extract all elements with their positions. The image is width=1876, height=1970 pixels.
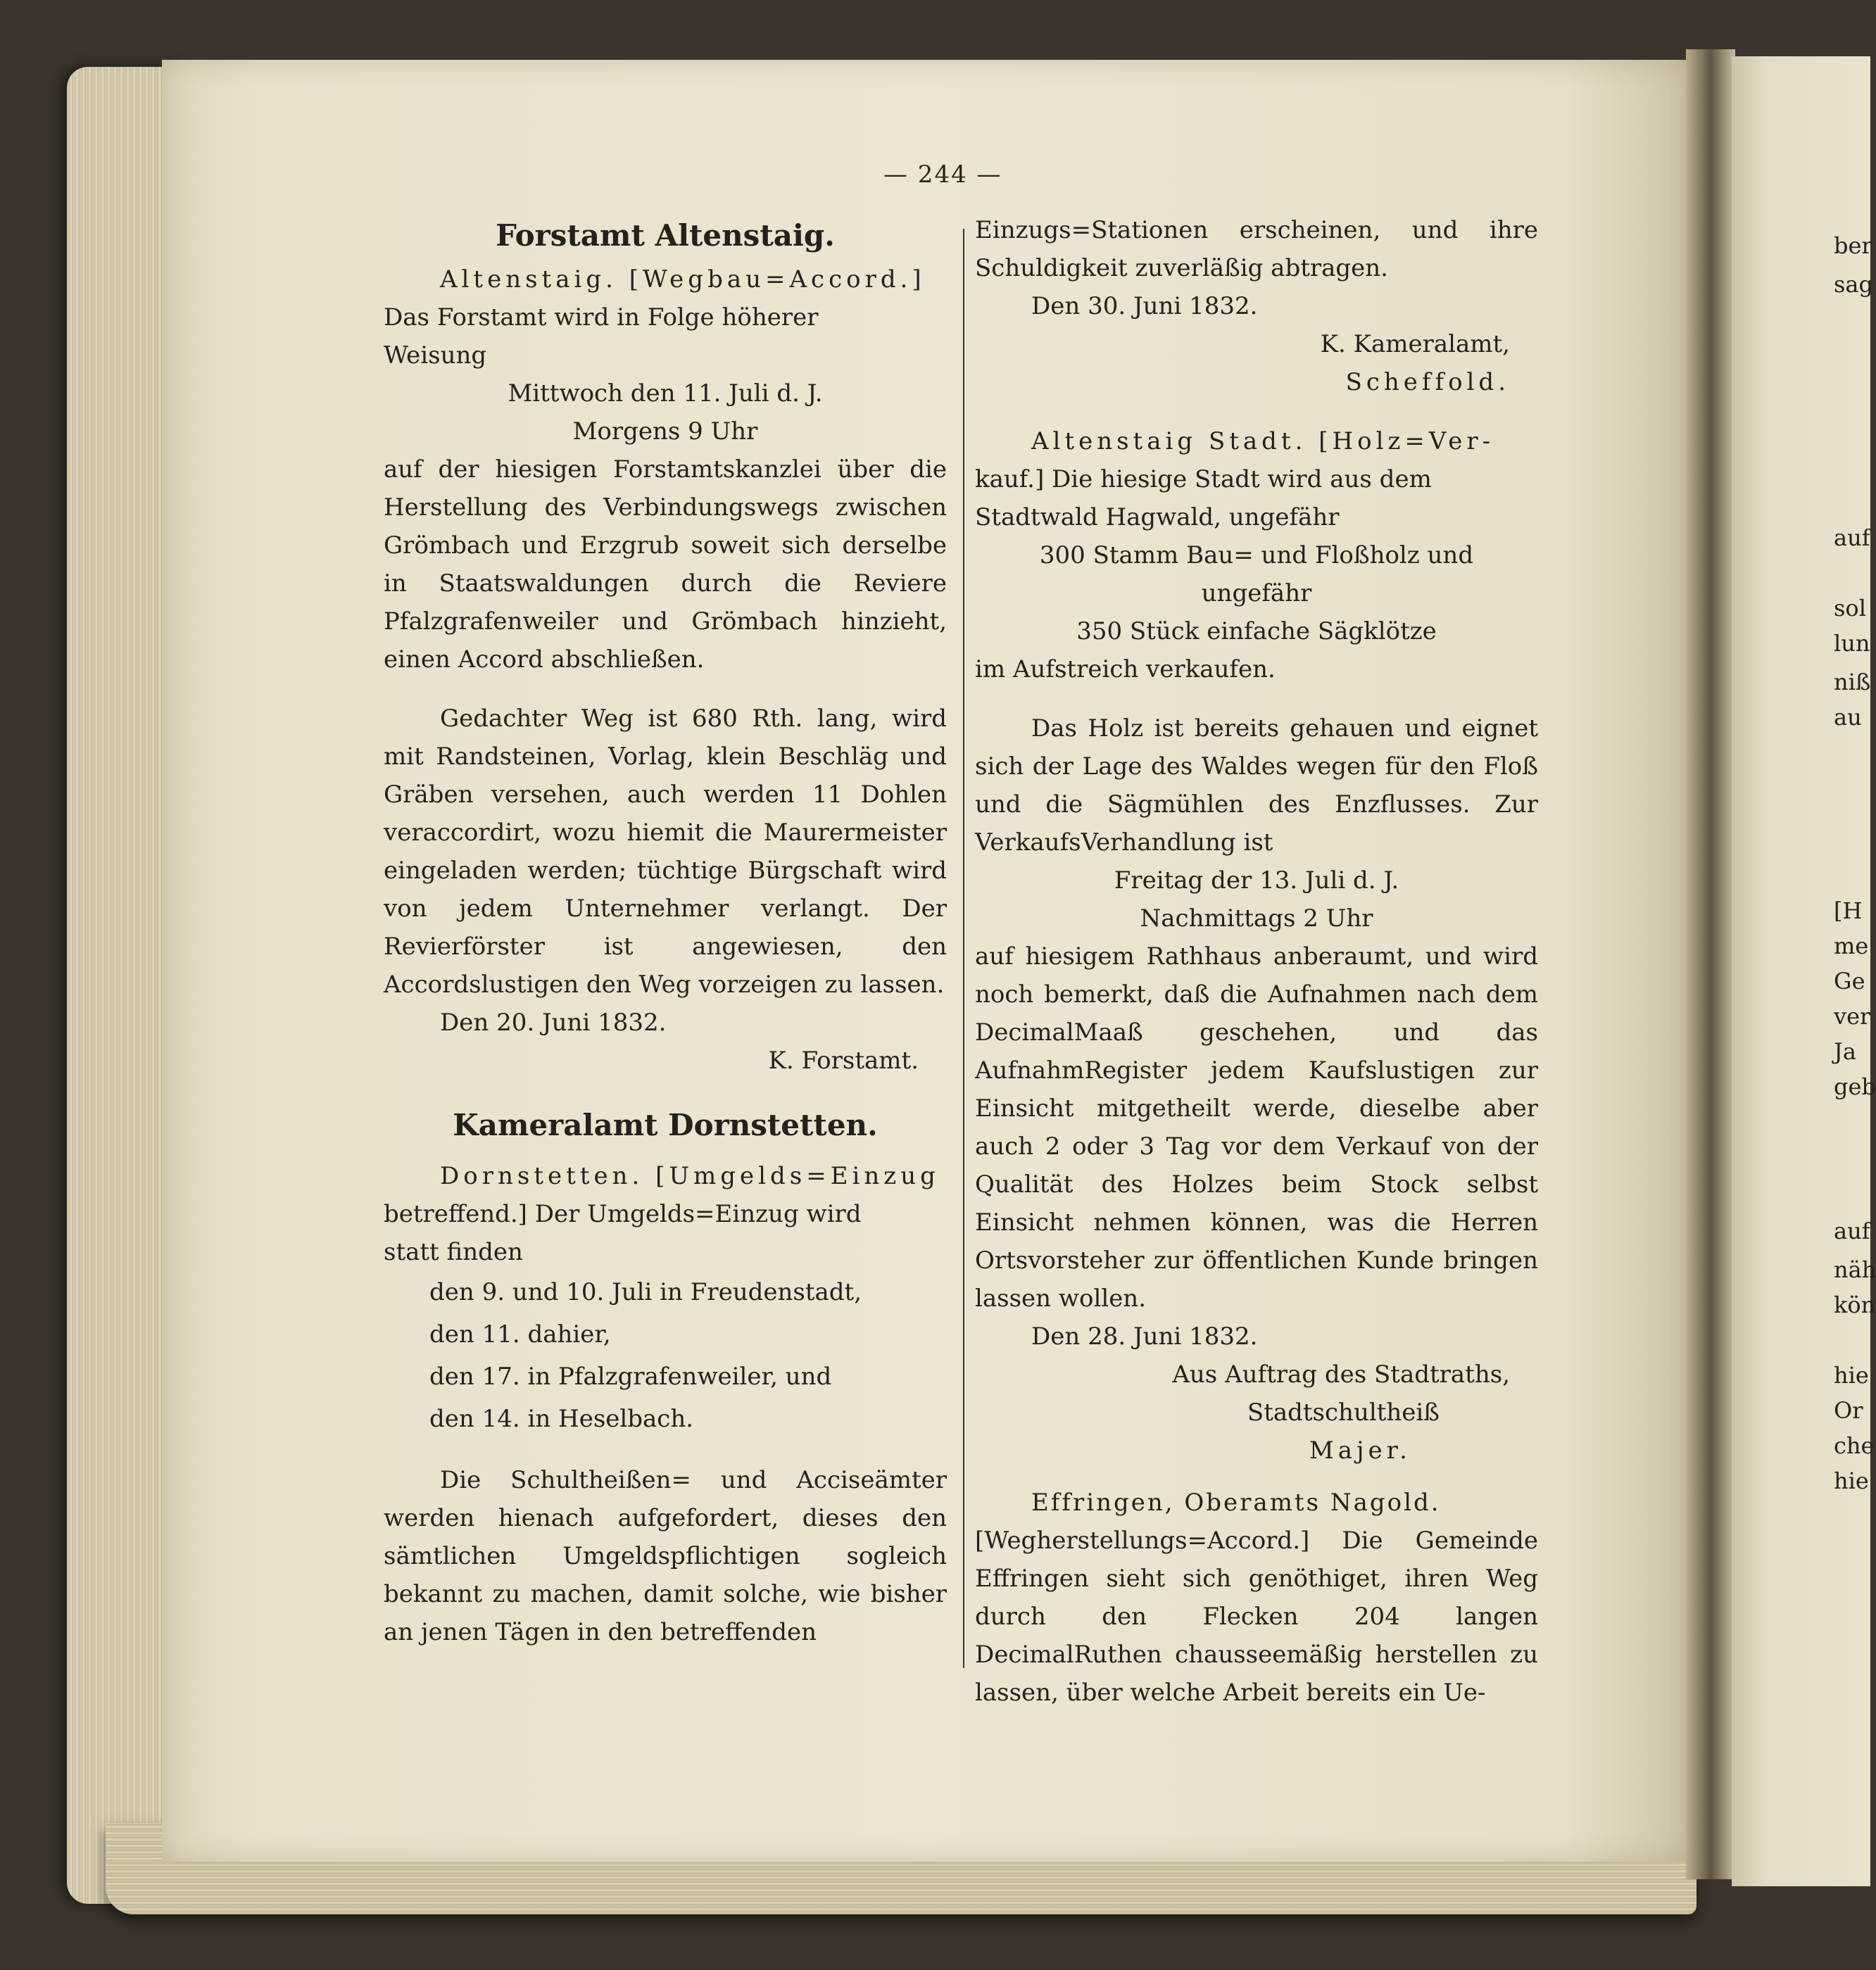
signature-name: Majer.	[1309, 1437, 1411, 1465]
fragment-text: kön	[1834, 1292, 1876, 1318]
right-column	[975, 211, 1538, 1712]
notice-line: Das Forstamt wird in Folge höherer	[384, 303, 819, 332]
notice-time-line: Nachmittags 2 Uhr	[1140, 904, 1373, 933]
notice-date: Den 30. Juni 1832.	[1031, 292, 1258, 320]
notice-paragraph: Einzugs=Stationen erscheinen, und ihre Schuldigkeit zuverläßig abtragen.	[975, 216, 1538, 282]
fragment-text: che	[1834, 1432, 1875, 1459]
notice-paragraph: [Wegherstellungs=Accord.] Die Gemeinde Effringen sieht sich genöthiget, ihren Weg durch den Flecken 204 langen DecimalRuthen chausseemäßig herstellen zu lassen, über welche Arbeit bereits ein Ue-	[975, 1527, 1538, 1707]
fragment-text: ver	[1834, 1003, 1871, 1030]
notice-date-line: Freitag der 13. Juli d. J.	[1114, 866, 1399, 895]
fragment-text: näh	[1834, 1256, 1876, 1283]
fragment-text: Ge	[1834, 968, 1865, 995]
list-item: den 9. und 10. Juli in Freudenstadt,	[429, 1278, 862, 1306]
fragment-text: auf	[1834, 1218, 1870, 1244]
fragment-text: niß	[1834, 669, 1871, 695]
fragment-text: geb	[1834, 1073, 1876, 1100]
section-heading: Forstamt Altenstaig.	[496, 218, 835, 253]
notice-line	[975, 422, 1538, 460]
notice-signature: Stadtschultheiß	[1247, 1398, 1440, 1427]
notice-item-line: 300 Stamm Bau= und Floßholz und	[1039, 541, 1474, 569]
notice-text: Altenstaig. [Wegbau=Accord.]	[440, 265, 926, 293]
notice-text: Altenstaig Stadt. [Holz=Ver-	[1031, 427, 1495, 455]
notice-paragraph: Gedachter Weg ist 680 Rth. lang, wird mit Randsteinen, Vorlag, klein Beschläg und Gräben versehen, auch werden 11 Dohlen veraccordirt, wozu hiemit die Maurermeister eingeladen werden; tüchtige Bürgschaft wird von jedem Unternehmer verlangt. Der Revierförster ist angewiesen, den Accordslustigen den Weg vorzeigen zu lassen.	[384, 705, 947, 999]
schedule-list	[384, 1271, 947, 1440]
notice-item-line: 350 Stück einfache Sägklötze	[1076, 617, 1437, 645]
list-item: den 17. in Pfalzgrafenweiler, und	[429, 1363, 832, 1391]
signature-name: Scheffold.	[1345, 368, 1510, 396]
notice-line: statt finden	[384, 1238, 523, 1266]
list-item: den 14. in Heselbach.	[429, 1405, 694, 1433]
left-column	[384, 211, 947, 1651]
notice-line	[384, 260, 947, 298]
book-gutter	[1686, 49, 1735, 1879]
fragment-text: hie	[1834, 1362, 1869, 1389]
notice-signature: K. Forstamt.	[768, 1047, 919, 1075]
notice-line	[975, 1484, 1538, 1522]
notice-date: Den 20. Juni 1832.	[440, 1009, 667, 1037]
notice-date: Den 28. Juni 1832.	[1031, 1322, 1258, 1351]
notice-signature	[975, 1432, 1538, 1470]
fragment-text: hie	[1834, 1467, 1869, 1494]
notice-line	[384, 1157, 947, 1195]
notice-paragraph: auf hiesigem Rathhaus anberaumt, und wird noch bemerkt, daß die Aufnahmen nach dem DecimalMaaß geschehen, und das AufnahmRegister jedem Kaufslustigen zur Einsicht mitgetheilt werde, dieselbe aber auch 2 oder 3 Tag vor dem Verkauf von der Qualität des Holzes beim Stock selbst Einsicht nehmen können, was die Herren Ortsvorsteher zur öffentlichen Kunde bringen lassen wollen.	[975, 942, 1538, 1313]
notice-line: im Aufstreich verkaufen.	[975, 655, 1276, 683]
notice-signature: Aus Auftrag des Stadtraths,	[1172, 1360, 1510, 1389]
fragment-text: sag	[1834, 271, 1873, 298]
fragment-text: Or	[1834, 1397, 1863, 1424]
fragment-text: [H	[1834, 897, 1863, 924]
notice-paragraph: auf der hiesigen Forstamtskanzlei über die Herstellung des Verbindungswegs zwischen Grömbach und Erzgrub soweit sich derselbe in Staatswaldungen durch die Reviere Pfalzgrafenweiler und Grömbach hinzieht, einen Accord abschließen.	[384, 455, 947, 674]
column-divider	[963, 229, 964, 1668]
fragment-text: lun	[1834, 630, 1870, 657]
notice-line: betreffend.] Der Umgelds=Einzug wird	[384, 1200, 862, 1228]
notice-signature	[975, 363, 1538, 401]
notice-text: Effringen, Oberamts Nagold.	[1031, 1489, 1441, 1517]
section-heading: Kameralamt Dornstetten.	[453, 1108, 878, 1142]
notice-line: Stadtwald Hagwald, ungefähr	[975, 503, 1340, 531]
fragment-text: ber	[1834, 232, 1872, 259]
list-item: den 11. dahier,	[429, 1320, 611, 1349]
notice-paragraph: Das Holz ist bereits gehauen und eignet sich der Lage des Waldes wegen für den Floß und die Sägmühlen des Enzflusses. Zur VerkaufsVerhandlung ist	[975, 714, 1538, 857]
notice-text: Dornstetten. [Umgelds=Einzug	[440, 1162, 940, 1190]
notice-date-line: Mittwoch den 11. Juli d. J.	[508, 379, 823, 408]
notice-paragraph: Die Schultheißen= und Acciseämter werden hienach aufgefordert, dieses den sämtlichen Umgeldspflichtigen sogleich bekannt zu machen, damit solche, wie bisher an jenen Tägen in den betreffenden	[384, 1466, 947, 1646]
fragment-text: Ja	[1834, 1038, 1856, 1065]
fragment-text: me	[1834, 933, 1869, 959]
notice-line: Weisung	[384, 341, 487, 370]
fragment-text: sol	[1834, 595, 1866, 621]
fragment-text: auf	[1834, 524, 1870, 551]
notice-signature: K. Kameralamt,	[1320, 330, 1510, 358]
fragment-text: au	[1834, 704, 1862, 731]
notice-item-line: ungefähr	[1201, 579, 1312, 607]
notice-line: kauf.] Die hiesige Stadt wird aus dem	[975, 465, 1432, 493]
page-number: — 244 —	[883, 160, 1002, 189]
notice-time-line: Morgens 9 Uhr	[572, 417, 758, 446]
